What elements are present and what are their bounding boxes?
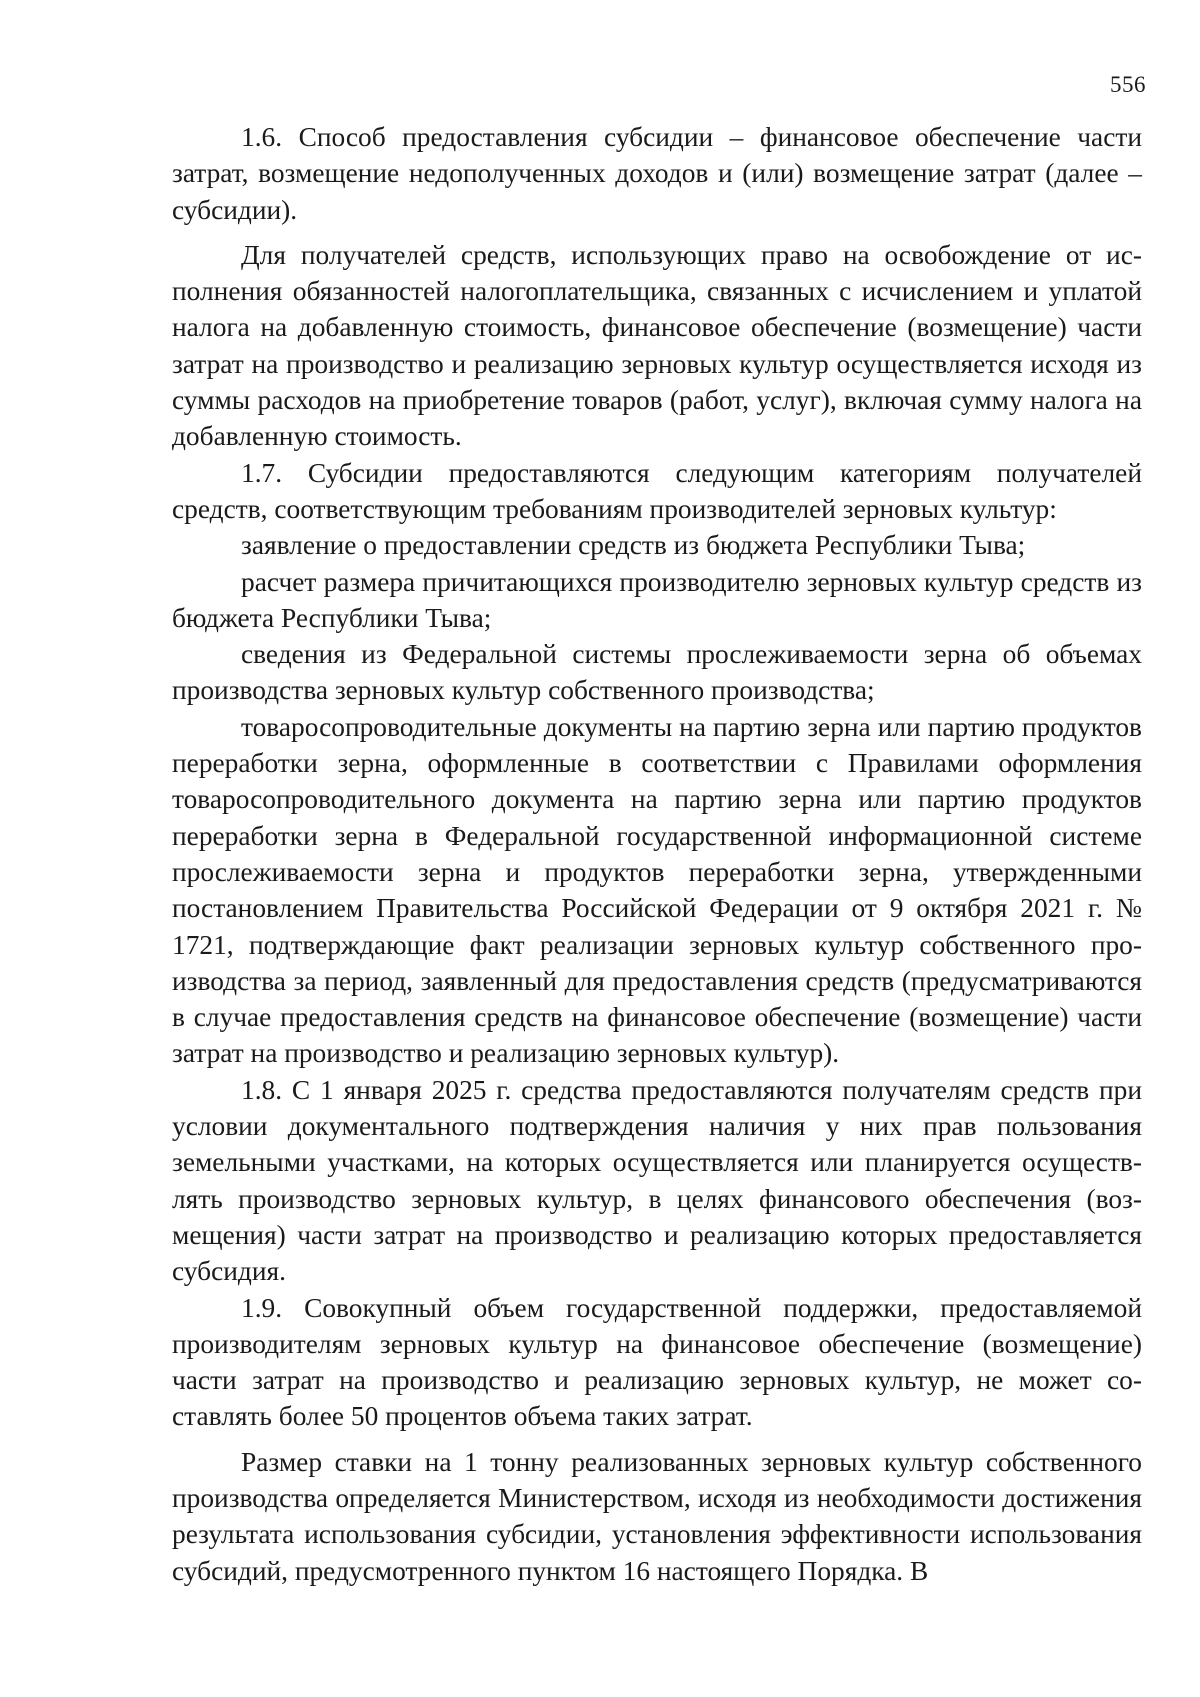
- paragraph-1-8: 1.8. С 1 января 2025 г. средства предоставляются получателям средств при условии документального подтверждения наличия у них прав пользования земельными участками, на которых осуществляется или планируется осуществлять производство зерновых культур, в целях финансового обеспечения (возмещения) части затрат на производство и реализацию которых предоставляется субсидия.: [172, 1074, 1142, 1287]
- paragraph-1-6: 1.6. Способ предоставления субсидии – финансовое обеспечение части затрат, возмещение недополученных доходов и (или) возмещение затрат (далее – субсидии).: [172, 122, 1142, 225]
- page-number: 556: [1110, 72, 1146, 97]
- paragraph-rate-size: Размер ставки на 1 тонну реализованных зерновых культур собственного производства определяется Министерством, исходя из необходимости достижения результата использования субсидии, установления эффективности использования субсидий, предусмотренного пунктом 16 настоящего Порядка. В: [172, 1446, 1142, 1586]
- list-item-application: заявление о предоставлении средств из бюджета Республики Тыва;: [241, 530, 1026, 561]
- list-item-calculation: расчет размера причитающихся производителю зерновых культур средств из бюджета Республики Тыва;: [172, 566, 1142, 633]
- paragraph-1-7: 1.7. Субсидии предоставляются следующим категориям получателей средств, соответствующим требованиям производителей зерновых культур:: [172, 457, 1142, 524]
- paragraph-vat-exemption: Для получателей средств, использующих право на освобождение от исполнения обязанностей налогоплательщика, связанных с исчислением и уплатой налога на добавленную стоимость, финансовое обеспечение (возмещение) части затрат на производство и реализацию зерновых культур осуществляется исходя из суммы расходов на приобретение товаров (работ, услуг), включая сумму налога на добавленную стоимость.: [172, 239, 1142, 452]
- list-item-shipping-documents: товаросопроводительные документы на партию зерна или партию продуктов переработки зерна, оформленные в соответствии с Правилами оформления товаросопроводительного документа на партию зерна или партию продуктов переработки зерна в Федеральной государственной информационной системе прослеживаемости зерна и продуктов переработки зерна, утвержденными постановлением Правительства Российской Федерации от 9 октября 2021 г. № 1721, подтверждающие факт реализации зерновых культур собственного производства за период, заявленный для предоставления средств (предусматриваются в случае предоставления средств на финансовое обеспечение (возмещение) части затрат на производство и реализацию зерновых культур).: [172, 711, 1142, 1069]
- paragraph-1-9: 1.9. Совокупный объем государственной поддержки, предоставляемой производителям зерновых культур на финансовое обеспечение (возмещение) части затрат на производство и реализацию зерновых культур, не может составлять более 50 процентов объема таких затрат.: [172, 1292, 1142, 1432]
- list-item-traceability-info: сведения из Федеральной системы прослеживаемости зерна об объемах производства зерновых культур собственного производства;: [172, 639, 1142, 706]
- document-body: [172, 119, 1142, 1589]
